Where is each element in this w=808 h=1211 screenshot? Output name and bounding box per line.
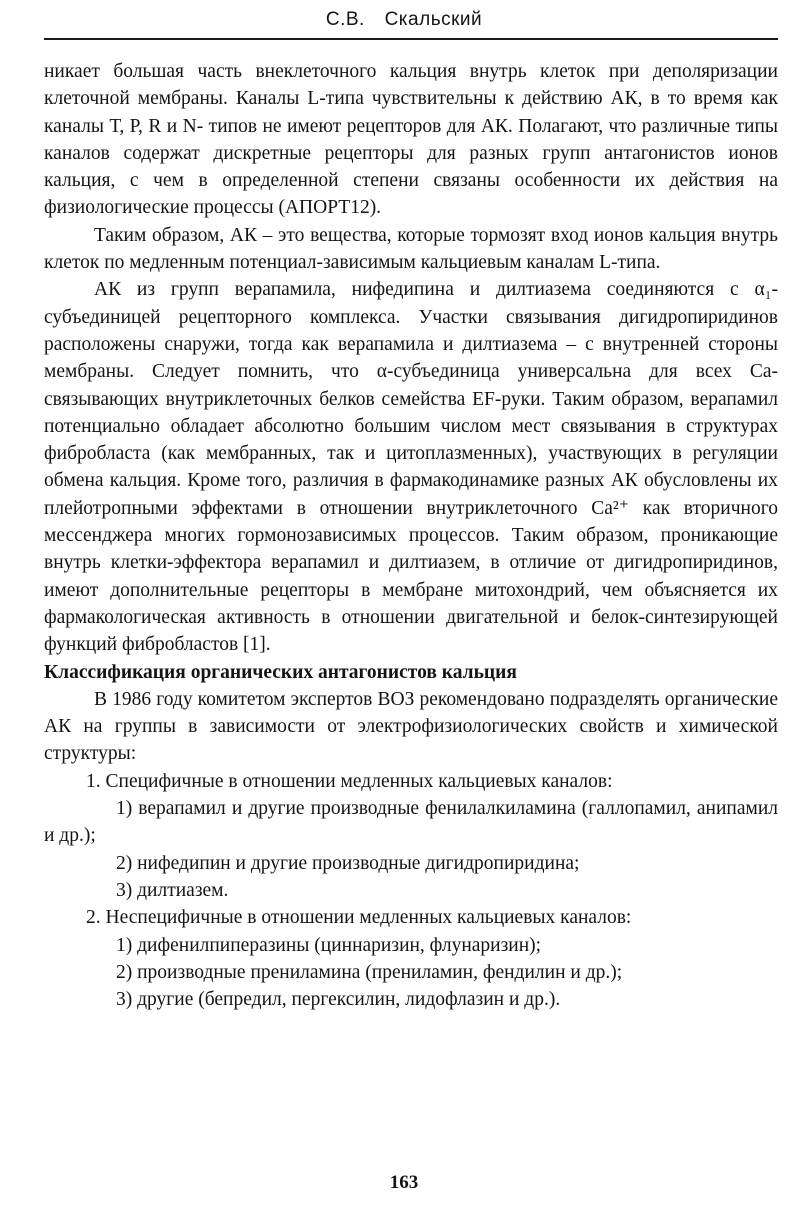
paragraph-4: В 1986 году комитетом экспертов ВОЗ рекомендовано подразделять органические АК на группы в зависимости от электрофизиологических свойств и химической структуры: <box>44 688 778 765</box>
list-group-1-label: 1. Специфичные в отношении медленных кальциевых каналов: <box>86 770 613 792</box>
list-item: 1) дифенилпиперазины (циннаризин, флунаризин); <box>116 934 542 956</box>
running-header: С.В. Скальский <box>325 9 483 30</box>
paragraph-1: никает большая часть внеклеточного кальция внутрь клеток при деполяризации клеточной мембраны. Каналы L-типа чувствительны к действию АК, в то время как каналы Т, Р, R и N- типов не имеют рецепторов для АК. Полагают, что различные типы каналов содержат дискретные рецепторы для разных групп антагонистов ионов кальция, с чем в определенной степени связаны особенности их действия на физиологические процессы (АПОРТ12). <box>44 61 778 219</box>
list-item: 2) производные прениламина (прениламин, фендилин и др.); <box>116 961 623 983</box>
list-item: 1) верапамил и другие производные фенилалкиламина (галлопамил, анипамил и др.); <box>44 798 778 847</box>
list-item: 3) другие (бепредил, пергексилин, лидофлазин и др.). <box>116 989 561 1011</box>
header-rule <box>44 38 778 40</box>
body-text <box>44 58 778 1013</box>
section-heading: Классификация органических антагонистов кальция <box>44 661 517 683</box>
paragraph-2: Таким образом, АК – это вещества, которые тормозят вход ионов кальция внутрь клеток по медленным потенциал-зависимым кальциевым каналам L-типа. <box>44 224 778 274</box>
list-item: 2) нифедипин и другие производные дигидропиридина; <box>116 852 580 874</box>
page-number: 163 <box>389 1172 419 1193</box>
list-group-2-label: 2. Неспецифичные в отношении медленных кальциевых каналов: <box>86 907 632 929</box>
paragraph-3: АК из групп верапамила, нифедипина и дилтиазема соединяются с α₁-субъединицей рецепторного комплекса. Участки связывания дигидропиридинов расположены снаружи, тогда как верапамила и дилтиазема – с внутренней стороны мембраны. Следует помнить, что α-субъединица универсальна для всех Са-связывающих внутриклеточных белков семейства EF-руки. Таким образом, верапамил потенциально обладает абсолютно большим числом мест связывания в структурах фибробласта (как мембранных, так и цитоплазменных), участвующих в регуляции обмена кальция. Кроме того, различия в фармакодинамике разных АК обусловлены их плейотропными эффектами в отношении внутриклеточного Са²⁺ как вторичного мессенджера многих гормонозависимых процессов. Таким образом, проникающие внутрь клетки-эффектора верапамил и дилтиазем, в отличие от дигидропиридинов, имеют дополнительные рецепторы в мембране митохондрий, чем объясняется их фармакологическая активность в отношении двигательной и белок-синтезирующей функций фибробластов [1]. <box>44 279 778 656</box>
list-item: 3) дилтиазем. <box>116 879 229 901</box>
